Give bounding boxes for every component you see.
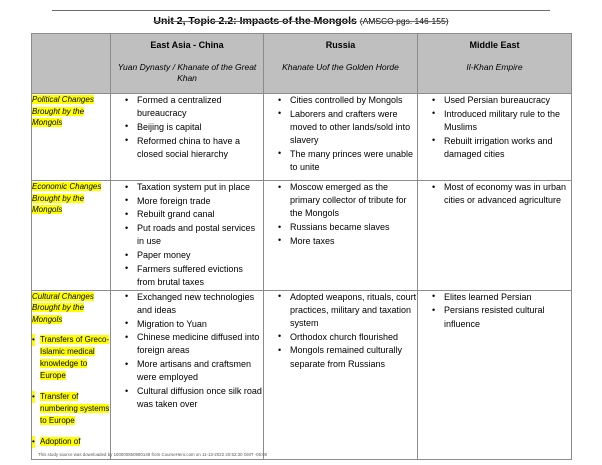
bullet-list-political-middle-east [418, 94, 571, 161]
cell-cultural-russia [264, 290, 418, 459]
header-cell-blank [32, 34, 111, 94]
header-subtitle-russia: Khanate Uof the Golden Horde [282, 62, 399, 72]
bullet-list-cultural-middle-east [418, 291, 571, 331]
header-cell-east-asia-china [111, 34, 264, 94]
list-item: • Laborers and crafters were moved to other lands/sold into slavery [290, 108, 417, 148]
cell-political-russia [264, 94, 418, 181]
row-label-political-text: Political Changes Brought by the Mongols [32, 95, 94, 127]
list-item: • Adopted weapons, rituals, court practices, military and taxation system [290, 291, 417, 331]
cell-political-middle-east [418, 94, 572, 181]
cell-economic-russia [264, 181, 418, 291]
list-item: • Rebuilt irrigation works and damaged cities [444, 135, 571, 161]
bullet-list-political-russia [264, 94, 417, 174]
comparison-table-container [31, 33, 571, 460]
comparison-table [31, 33, 572, 460]
page-title-main: Unit 2, Topic 2.2: Impacts of the Mongols [153, 14, 357, 27]
list-item: • Moscow emerged as the primary collector of tribute for the Mongols [290, 181, 417, 221]
list-item: • Elites learned Persian [444, 291, 571, 304]
cell-political-china [111, 94, 264, 181]
row-label-cultural-text: Cultural Changes Brought by the Mongols [32, 291, 94, 324]
list-item: • More foreign trade [137, 195, 263, 208]
list-item: • Farmers suffered evictions from brutal taxes [137, 263, 263, 289]
list-item: • Migration to Yuan [137, 318, 263, 331]
table-row [32, 290, 572, 459]
list-item: • Paper money [137, 249, 263, 262]
list-item: • Cultural diffusion once silk road was taken over [137, 385, 263, 411]
list-item: • Exchanged new technologies and ideas [137, 291, 263, 317]
bullet-list-economic-middle-east [418, 181, 571, 207]
row-label-economic [32, 181, 110, 216]
table-row [32, 94, 572, 181]
bullet-icon: • [32, 335, 35, 345]
header-title-middle-east: Middle East [469, 40, 520, 50]
list-item: • Formed a centralized bureaucracy [137, 94, 263, 120]
bullet-list-economic-china [111, 181, 263, 289]
row-label-cultural-bullet-text: Adoption of [40, 437, 81, 447]
header-cell-middle-east [418, 34, 572, 94]
list-item: • The many princes were unable to unite [290, 148, 417, 174]
table-header-row [32, 34, 572, 94]
list-item: • Chinese medicine diffused into foreign areas [137, 331, 263, 357]
cell-cultural-china [111, 290, 264, 459]
row-label-cell-political [32, 94, 111, 181]
bullet-icon: • [32, 437, 35, 447]
header-title-russia: Russia [325, 40, 356, 50]
list-item [32, 334, 110, 382]
row-label-cultural-bullet-text: Transfer of numbering systems to Europe [40, 392, 110, 426]
page-title [0, 10, 602, 32]
list-item: • Introduced military rule to the Muslims [444, 108, 571, 134]
list-item: • More taxes [290, 235, 417, 248]
table-row [32, 181, 572, 291]
list-item: • Beijing is capital [137, 121, 263, 134]
header-subtitle-middle-east: Il-Khan Empire [466, 62, 523, 72]
list-item: • Most of economy was in urban cities or advanced agriculture [444, 181, 571, 207]
footer-watermark: This study source was downloaded by 100000850980149 from CourseHero.com on 11-13-2022 20:52:30 GMT -06:00 [38, 452, 268, 457]
bullet-list-cultural-china [111, 291, 263, 412]
list-item: • Taxation system put in place [137, 181, 263, 194]
cell-cultural-middle-east [418, 290, 572, 459]
row-label-cultural [32, 291, 110, 326]
cell-economic-middle-east [418, 181, 572, 291]
bullet-list-cultural-russia [264, 291, 417, 371]
list-item: • Used Persian bureaucracy [444, 94, 571, 107]
bullet-list-economic-russia [264, 181, 417, 248]
page-title-reference: (AMSCO pgs. 146-155) [359, 15, 449, 26]
list-item [32, 436, 110, 448]
bullet-icon: • [32, 392, 35, 402]
list-item: • Cities controlled by Mongols [290, 94, 417, 107]
header-cell-russia [264, 34, 418, 94]
header-title-east-asia-china: East Asia - China [150, 40, 224, 50]
row-label-cell-cultural [32, 290, 111, 459]
row-label-cultural-bullets [32, 334, 110, 448]
row-label-economic-text: Economic Changes Brought by the Mongols [32, 182, 102, 214]
list-item: • Persians resisted cultural influence [444, 304, 571, 330]
list-item: • More artisans and craftsmen were employed [137, 358, 263, 384]
list-item [32, 391, 110, 427]
header-subtitle-east-asia-china: Yuan Dynasty / Khanate of the Great Khan [117, 62, 257, 83]
footer-rule [38, 459, 568, 460]
row-label-cultural-bullet-text: Transfers of Greco-Islamic medical knowledge to Europe [40, 335, 110, 381]
list-item: • Mongols remained culturally separate from Russians [290, 344, 417, 370]
list-item: • Rebuilt grand canal [137, 208, 263, 221]
cell-economic-china [111, 181, 264, 291]
row-label-political [32, 94, 110, 129]
list-item: • Reformed china to have a closed social hierarchy [137, 135, 263, 161]
bullet-list-political-china [111, 94, 263, 161]
list-item: • Put roads and postal services in use [137, 222, 263, 248]
list-item: • Orthodox church flourished [290, 331, 417, 344]
row-label-cell-economic [32, 181, 111, 291]
list-item: • Russians became slaves [290, 221, 417, 234]
